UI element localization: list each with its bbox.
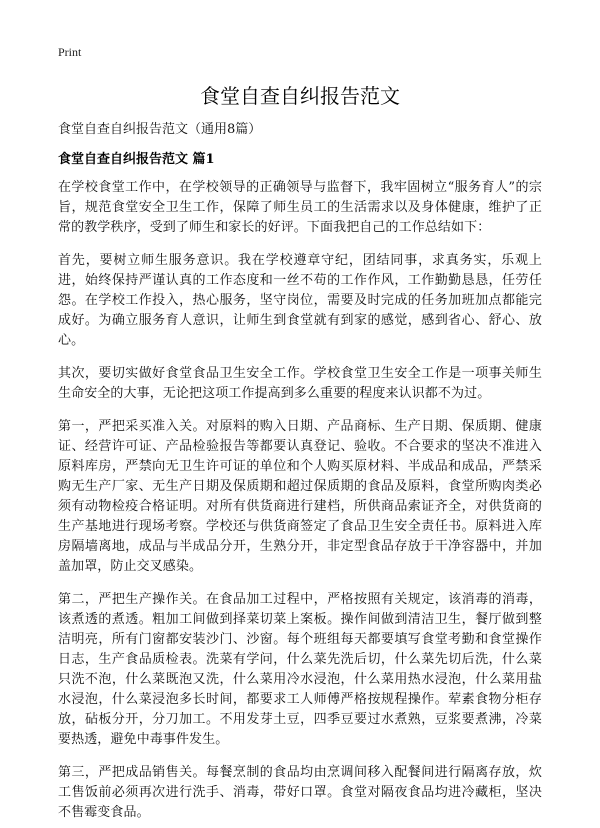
- section-heading: 食堂自查自纠报告范文 篇1: [58, 152, 215, 167]
- paragraph-production: 第二，严把生产操作关。在食品加工过程中，严格按照有关规定，该消毒的消毒，该煮透的煮透。粗加工间做到择菜切菜上案板。操作间做到清洁卫生，餐厅做到整洁明亮，所有门窗都安装沙门、沙窗。每个班组每天都要填写食堂考勤和食堂操作日志，生产食品质检表。洗菜有学问，什么菜先洗后切，什么菜先切后洗，什么菜只洗不泡，什么菜既泡又洗，什么菜用冷水浸泡，什么菜用热水浸泡，什么菜用盐水浸泡，什么菜浸泡多长时间，都要求工人师傅严格按规程操作。荤素食物分柜存放，砧板分开，分刀加工。不用发芽土豆，四季豆要过水煮熟，豆浆要煮沸，冷菜要热透，避免中毒事件发生。: [58, 592, 542, 747]
- paragraph-intro: 在学校食堂工作中，在学校领导的正确领导与监督下，我牢固树立“服务育人”的宗旨，规范食堂安全卫生工作，保障了师生员工的生活需求以及身体健康，维护了正常的教学秩序，受到了师生和家长的好评。下面我把自己的工作总结如下：: [58, 180, 542, 235]
- document-title: 食堂自查自纠报告范文: [200, 84, 400, 108]
- document-subtitle: 食堂自查自纠报告范文（通用8篇）: [58, 122, 262, 137]
- paragraph-food-safety: 其次，要切实做好食堂食品卫生安全工作。学校食堂卫生安全工作是一项事关师生生命安全的大事，无论把这项工作提高到多么重要的程度来认识都不为过。: [58, 366, 542, 401]
- paragraph-service-awareness: 首先，要树立师生服务意识。我在学校遵章守纪，团结同事，求真务实，乐观上进，始终保持严谨认真的工作态度和一丝不苟的工作作风，工作勤勤恳恳，任劳任怨。在学校工作投入，热心服务，坚守岗位，需要及时完成的任务加班加点都能完成好。为确立服务育人意识，让师生到食堂就有到家的感觉，感到省心、舒心、放心。: [58, 253, 542, 348]
- print-label: Print: [58, 45, 82, 59]
- paragraph-procurement: 第一，严把采买准入关。对原料的购入日期、产品商标、生产日期、保质期、健康证、经营许可证、产品检验报告等都要认真登记、验收。不合要求的坚决不准进入原料库房，严禁向无卫生许可证的单位和个人购买原材料、半成品和成品，严禁采购无生产厂家、无生产日期及保质期和超过保质期的食品及原料，食堂所购肉类必须有动物检疫合格证明。对所有供货商进行建档，所供商品索证齐全，对供货商的生产基地进行现场考察。学校还与供货商签定了食品卫生安全责任书。原料进入库房隔墙离地，成品与半成品分开，生熟分开，非定型食品存放于干净容器中，并加盖加罩，防止交叉感染。: [58, 419, 542, 574]
- paragraph-sales: 第三，严把成品销售关。每餐烹制的食品均由烹调间移入配餐间进行隔离存放，炊工售饭前必须再次进行洗手、消毒，带好口罩。食堂对隔夜食品均进冷藏柜，坚决不售霉变食品。: [58, 765, 542, 820]
